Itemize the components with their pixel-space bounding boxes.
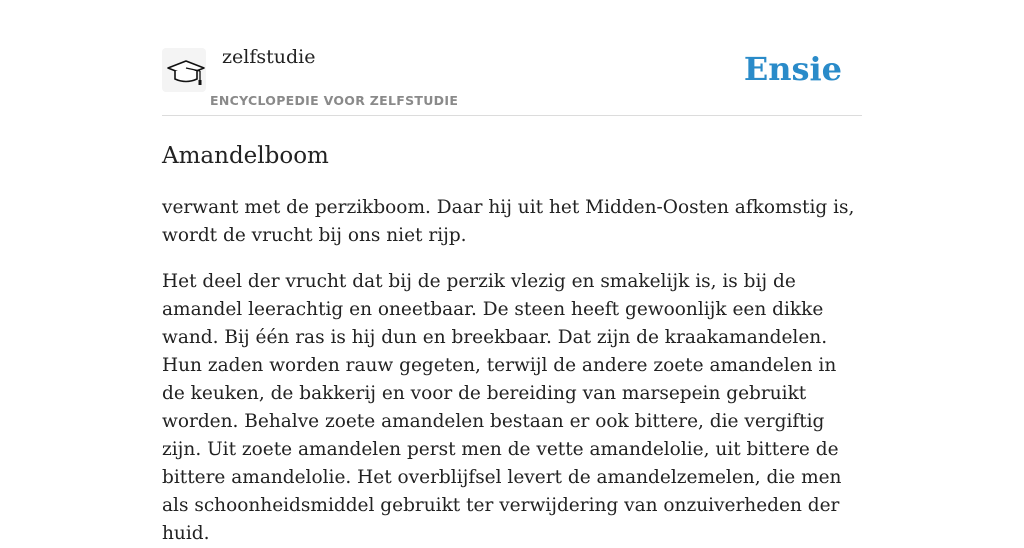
site-logo[interactable] [162,48,206,92]
brand-logo-link[interactable]: Ensie [743,50,842,88]
site-tagline: ENCYCLOPEDIE VOOR ZELFSTUDIE [210,93,459,108]
article-paragraph: verwant met de perzikboom. Daar hij uit het Midden-Oosten afkomstig is, wordt de vrucht bij ons niet rijp. [162,197,855,246]
graduation-cap-icon [162,48,206,92]
page-container [162,0,862,548]
site-header [162,0,862,116]
article-title: Amandelboom [162,143,329,169]
article-paragraph: Het deel der vrucht dat bij de perzik vlezig en smakelijk is, is bij de amandel leerachtig en oneetbaar. De steen heeft gewoonlijk een dikke wand. Bij één ras is hij dun en breekbaar. Dat zijn de kraakamandelen. Hun zaden worden rauw gegeten, terwijl de andere zoete amandelen in de keuken, de bakkerij en voor de bereiding van marsepein gebruikt worden. Behalve zoete amandelen bestaan er ook bittere, die vergiftig zijn. Uit zoete amandelen perst men de vette amandelolie, uit bittere de bittere amandelolie. Het overblijfsel levert de amandelzemelen, die men als schoonheidsmiddel gebruikt ter verwijdering van onzuiverheden der huid. [162,271,842,544]
site-name[interactable]: zelfstudie [222,46,316,68]
